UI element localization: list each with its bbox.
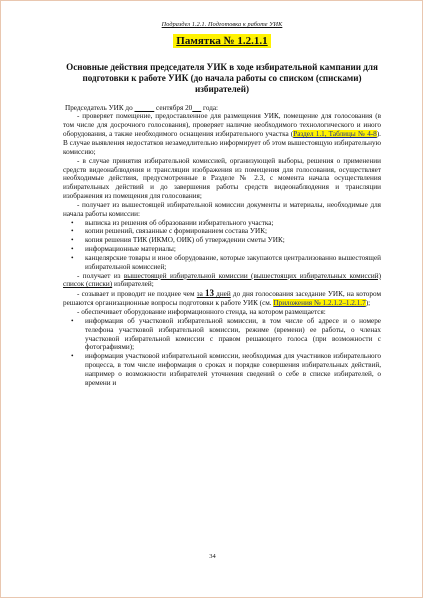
underlined-text: вышестоящей избирательной комиссии (вышестоящих избирательных комиссий) список (списки) — [63, 271, 381, 289]
paragraph-text: избирателей; — [112, 280, 154, 289]
list-item — [63, 352, 381, 387]
bullet-icon: • — [71, 352, 74, 361]
paragraph-info-stand: - обеспечивает оборудование информационного стенда, на котором размещается: — [77, 308, 326, 317]
paragraph-text: ); — [365, 299, 371, 308]
list-item-text: информация участковой избирательной комиссии, необходимая для участников избирательного процесса, в том числе информация о сроках и порядке совершения избирательных действий, например о возможности избирателей уточнения сведений о себе в списке избирателей, о времени и — [85, 352, 381, 387]
intro-text-end: года: — [201, 103, 219, 112]
paragraph-receive-voter-lists — [63, 272, 381, 290]
list-item — [63, 254, 381, 272]
list-item-text: информация об участковой избирательной комиссии, в том числе об адресе и о номере телефона участковой избирательной комиссии, режиме (времени) ее работы, о членах участковой избирательной комиссии с правом решающего голоса (при возможности с фотографиями); — [85, 316, 381, 352]
page-content — [63, 21, 381, 388]
bullet-icon: • — [71, 253, 74, 262]
bullet-icon: • — [71, 245, 74, 254]
list-item-text: копии решений, связанные с формированием состава УИК; — [85, 227, 267, 236]
paragraph-text: - проверяет помещение, предоставленное для размещения УИК, помещение для голосования (в том числе для досрочного голосования), проверяет наличие необходимого технологического и иного оборудования, а также необходимого оснащения избирательного участка ( — [63, 112, 381, 139]
bullet-icon: • — [71, 236, 74, 245]
link-section-1-1[interactable]: Раздел 1.1, Таблицы № 4-8 — [293, 130, 377, 139]
deadline-unit: дней — [213, 290, 231, 299]
intro-text-month: сентября 20 — [154, 103, 193, 112]
deadline-prefix: за — [196, 290, 205, 299]
paragraph-text: - созывает и проводит не позднее чем — [77, 290, 197, 299]
body-text — [63, 104, 381, 388]
paragraph-text: ). В случае выявления недостатков незамедлительно информирует об этом вышестоящую избирательную комиссию; — [63, 130, 381, 156]
list-item-text: копия решения ТИК (ИКМО, ОИК) об утверждении сметы УИК; — [85, 236, 285, 245]
running-header: Подраздел 1.2.1. Подготовка к работе УИК — [161, 21, 283, 28]
list-item — [63, 317, 381, 352]
bullet-icon: • — [71, 218, 74, 227]
page-number: 34 — [209, 553, 216, 560]
list-item-text: информационные материалы; — [85, 245, 176, 254]
deadline-number: 13 — [204, 288, 214, 299]
list-item-text: канцелярские товары и иное оборудование, которые закупаются централизованно вышестоящей избирательной комиссией; — [85, 253, 381, 271]
paragraph-text: - получает из — [77, 271, 124, 280]
date-blank-day — [134, 104, 154, 112]
paragraph-convene-meeting — [63, 289, 381, 308]
list-item — [63, 219, 381, 228]
link-appendix-1-2-1-2[interactable]: Приложения № 1.2.1.2–1.2.1.7 — [273, 299, 366, 308]
paragraph-video-surveillance: - в случае принятия избирательной комиссией, организующей выборы, решения о применении средств видеонаблюдения и трансляции изображения из помещения для голосования, осуществляет необходимые действия, предусмотренные в Разделе № 2.3, с момента начала осуществления избирательных действий и до завершения работы средств видеонаблюдения и трансляции изображения из помещения для голосования; — [63, 156, 381, 201]
paragraph-check-premises — [63, 112, 381, 156]
date-blank-year — [192, 104, 201, 112]
list-item-text: выписка из решения об образовании избирательного участка; — [85, 218, 274, 227]
list-item — [63, 236, 381, 245]
intro-line — [63, 104, 381, 113]
list-item — [63, 227, 381, 236]
paragraph-text: до дня голосования заседание УИК, на котором решаются организационные вопросы подготовки к работе УИК (см. — [63, 290, 381, 308]
paragraph-receive-documents: - получает из вышестоящей избирательной комиссии документы и материалы, необходимые для начала работы комиссии: — [63, 200, 381, 218]
intro-text: Председатель УИК до — [65, 103, 135, 112]
bullet-icon: • — [71, 227, 74, 236]
memo-title: Памятка № 1.2.1.1 — [173, 34, 270, 48]
main-heading: Основные действия председателя УИК в ходе избирательной кампании для подготовки к работе УИК (до начала работы со списком (списками) избирателей) — [66, 62, 378, 95]
bullet-icon: • — [71, 316, 74, 325]
list-item — [63, 245, 381, 254]
